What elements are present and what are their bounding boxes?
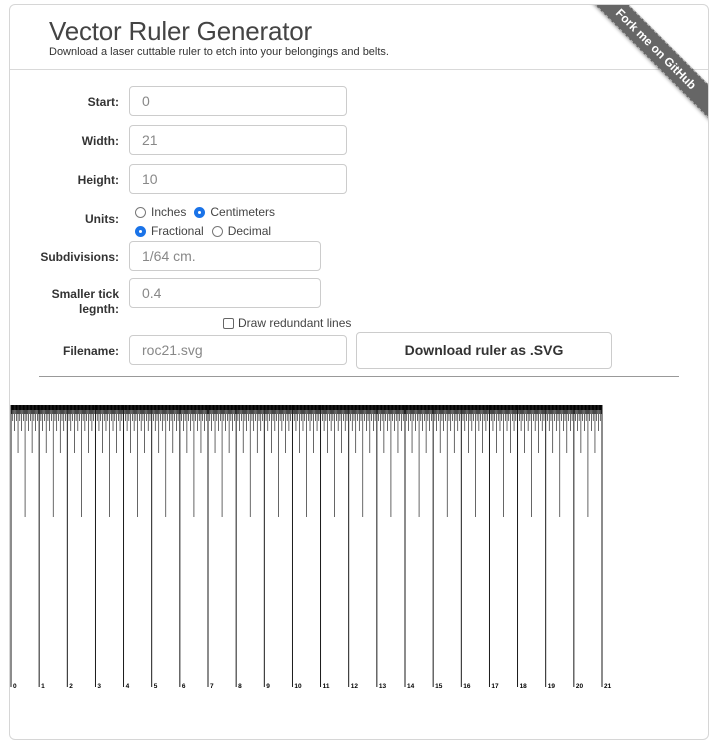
format-radio-group xyxy=(135,224,279,238)
ruler-tick-label: 1 xyxy=(41,683,45,690)
ruler-tick-label: 20 xyxy=(575,683,584,690)
ruler-tick-label: 4 xyxy=(125,683,130,690)
ruler-tick-label: 11 xyxy=(322,683,330,690)
redundant-lines-row xyxy=(223,316,351,330)
form-divider xyxy=(39,376,679,377)
centimeters-radio[interactable] xyxy=(194,207,205,218)
inches-radio-label[interactable]: Inches xyxy=(151,205,187,219)
centimeters-radio-label[interactable]: Centimeters xyxy=(210,205,276,219)
units-radio-group xyxy=(135,205,283,219)
subdivisions-select[interactable]: 1/64 cm. xyxy=(129,241,321,271)
download-svg-button[interactable]: Download ruler as .SVG xyxy=(356,332,612,369)
ruler-ticks xyxy=(11,405,602,687)
width-label: Width: xyxy=(81,134,119,148)
ruler-labels xyxy=(13,683,612,690)
ruler-tick-label: 3 xyxy=(97,683,102,690)
ruler-tick-label: 9 xyxy=(266,683,270,690)
fork-on-github-ribbon[interactable]: Fork me on GitHub xyxy=(577,5,708,128)
ruler-tick-label: 12 xyxy=(350,683,358,690)
ruler-tick-label: 6 xyxy=(181,683,186,690)
ruler-tick-label: 19 xyxy=(547,683,555,690)
ruler-tick-label: 14 xyxy=(407,683,415,690)
width-input[interactable]: 21 xyxy=(129,125,347,155)
ruler-tick-label: 16 xyxy=(463,683,471,690)
ruler-tick-label: 8 xyxy=(238,683,242,690)
filename-label: Filename: xyxy=(62,344,119,358)
ruler-tick-label: 13 xyxy=(378,683,387,690)
page-title: Vector Ruler Generator xyxy=(49,16,312,46)
ruler-tick-label: 0 xyxy=(13,683,17,690)
decimal-radio[interactable] xyxy=(212,226,223,237)
height-input[interactable]: 10 xyxy=(129,164,347,194)
fractional-radio[interactable] xyxy=(135,226,146,237)
ruler-tick-label: 18 xyxy=(519,683,527,690)
ruler-tick-label: 5 xyxy=(153,683,158,690)
units-label: Units: xyxy=(85,212,119,226)
start-input[interactable]: 0 xyxy=(129,86,347,116)
inches-radio[interactable] xyxy=(135,207,146,218)
page-subtitle: Download a laser cuttable ruler to etch into your belongings and belts. xyxy=(49,46,389,58)
smaller-tick-input[interactable]: 0.4 xyxy=(129,278,321,308)
filename-input[interactable]: roc21.svg xyxy=(129,335,347,365)
ruler-tick-label: 15 xyxy=(435,683,443,690)
ruler-tick-label: 21 xyxy=(604,683,612,690)
ruler-tick-label: 10 xyxy=(294,683,302,690)
ruler-tick-label: 2 xyxy=(69,683,73,690)
start-label: Start: xyxy=(87,95,119,109)
ruler-preview xyxy=(0,396,721,696)
github-ribbon-container xyxy=(558,5,708,155)
height-label: Height: xyxy=(77,173,119,187)
subdivisions-label: Subdivisions: xyxy=(40,250,119,264)
ruler-tick-label: 7 xyxy=(210,683,214,690)
fractional-radio-label[interactable]: Fractional xyxy=(151,224,204,238)
decimal-radio-label[interactable]: Decimal xyxy=(227,224,272,238)
redundant-lines-checkbox[interactable] xyxy=(223,318,234,329)
ruler-tick-label: 17 xyxy=(491,683,499,690)
smaller-tick-label: Smaller tick legnth: xyxy=(51,287,119,316)
redundant-lines-label[interactable]: Draw redundant lines xyxy=(238,316,352,330)
